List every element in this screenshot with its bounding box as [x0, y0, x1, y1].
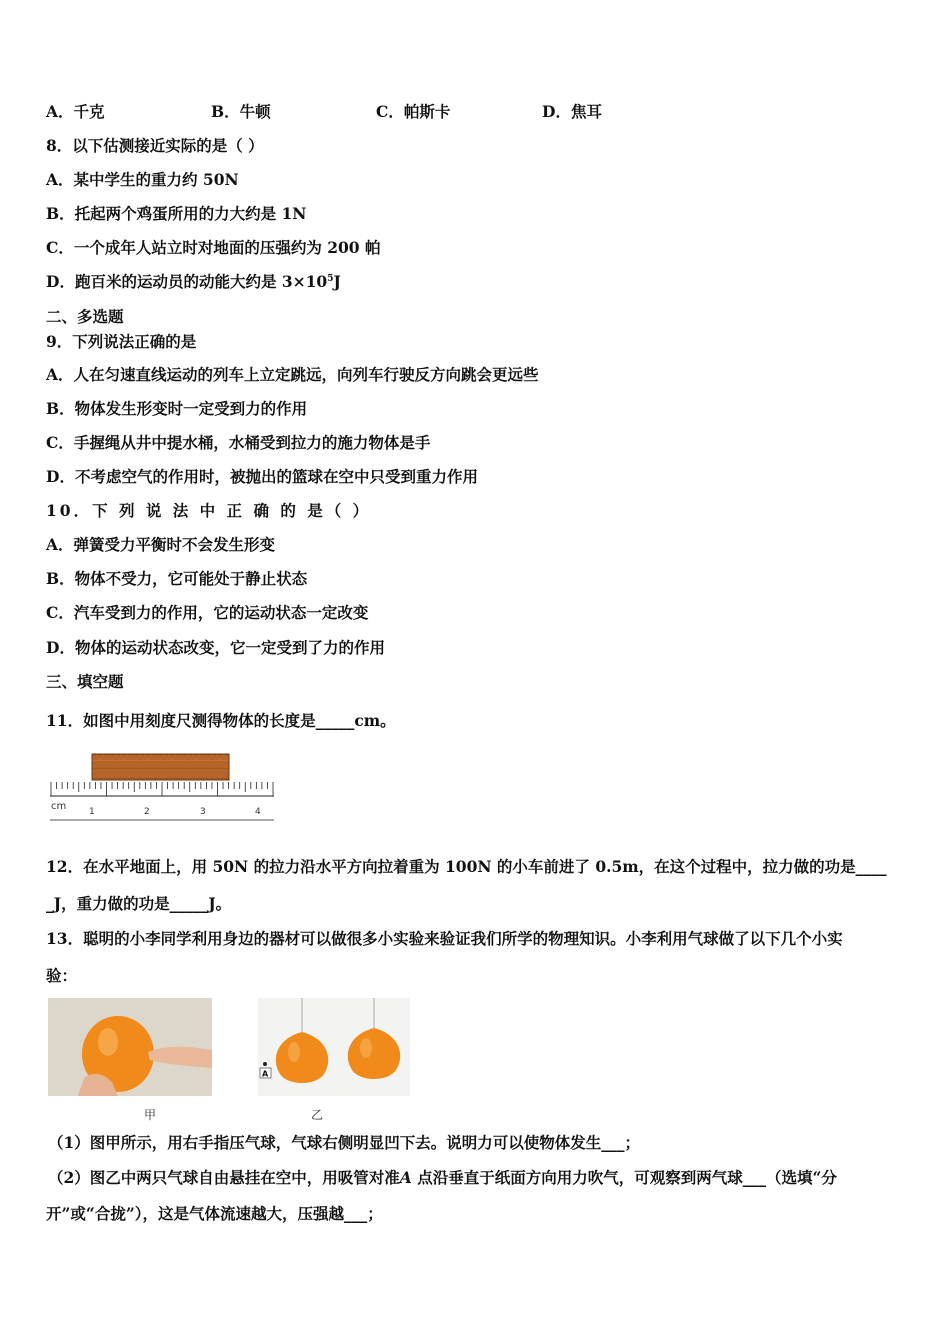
ruler-label-1: 1 [89, 807, 95, 817]
ruler-label-4: 4 [255, 807, 261, 817]
q8-stem: 8．以下估测接近实际的是（ ） [46, 136, 264, 155]
q9-option-a: A．人在匀速直线运动的列车上立定跳远，向列车行驶反方向跳会更远些 [46, 365, 539, 384]
q12-line1: 12．在水平地面上，用 50N 的拉力沿水平方向拉着重为 100N 的小车前进了 0.5m，在这个过程中，拉力做的功是____ [46, 857, 887, 876]
q13-line2: 验： [46, 966, 78, 985]
q10-option-a: A．弹簧受力平衡时不会发生形变 [46, 535, 276, 554]
ruler-label-3: 3 [200, 807, 206, 817]
q9-option-d: D．不考虑空气的作用时，被抛出的篮球在空中只受到重力作用 [46, 467, 478, 486]
wooden-block [92, 754, 229, 780]
q10-option-b: B．物体不受力，它可能处于静止状态 [46, 569, 308, 588]
q13-sub1: （1）图甲所示，用右手指压气球，气球右侧明显凹下去。说明力可以使物体发生___； [48, 1133, 641, 1152]
point-a-label: A [262, 1069, 269, 1079]
section-multiple-choice: 二、多选题 [46, 307, 124, 326]
photo-jia-balloon-press [48, 998, 212, 1096]
section-fill-blank: 三、填空题 [46, 672, 124, 691]
q8-option-d: D．跑百米的运动员的动能大约是 $3\times 10^5J$ [46, 272, 341, 291]
q13-sub2-line2: 开”或“合拢”），这是气体流速越大，压强越___； [46, 1204, 383, 1223]
q7-option-a: A．千克 [46, 102, 105, 121]
q9-stem: 9．下列说法正确的是 [46, 332, 197, 351]
q10-option-c: C．汽车受到力的作用，它的运动状态一定改变 [46, 603, 369, 622]
ruler-unit-label: cm [51, 801, 67, 812]
q7-option-d: D．焦耳 [542, 102, 602, 121]
ruler-figure [48, 750, 278, 822]
q9-option-c: C．手握绳从井中提水桶，水桶受到拉力的施力物体是手 [46, 433, 431, 452]
q13-line1: 13．聪明的小李同学利用身边的器材可以做很多小实验来验证我们所学的物理知识。小李利用气球做了以下几个小实 [46, 929, 843, 948]
q7-option-b: B．牛顿 [211, 102, 271, 121]
ruler-label-2: 2 [144, 807, 150, 817]
q7-option-c: C．帕斯卡 [376, 102, 451, 121]
q8-option-c: C．一个成年人站立时对地面的压强约为 200 帕 [46, 238, 381, 257]
q9-option-b: B．物体发生形变时一定受到力的作用 [46, 399, 308, 418]
q8-option-a: A．某中学生的重力约 50N [46, 170, 239, 189]
q10-stem: 10．下 列 说 法 中 正 确 的 是（ ） [46, 501, 372, 520]
q10-option-d: D．物体的运动状态改变，它一定受到了力的作用 [46, 638, 385, 657]
q12-line2: _J，重力做的功是_____J。 [46, 894, 232, 913]
caption-yi: 乙 [311, 1108, 324, 1122]
ruler-ticks [51, 782, 273, 796]
q11-stem: 11．如图中用刻度尺测得物体的长度是_____cm。 [46, 711, 396, 730]
caption-jia: 甲 [144, 1108, 157, 1122]
ruler-svg [48, 750, 278, 822]
q13-sub2-line1: （2）图乙中两只气球自由悬挂在空中，用吸管对准A 点沿垂直于纸面方向用力吹气，可观察到两气球___（选填“分 [48, 1168, 837, 1187]
photo-yi-hanging-balloons [258, 998, 410, 1096]
q8-option-b: B．托起两个鸡蛋所用的力大约是 1N [46, 204, 307, 223]
